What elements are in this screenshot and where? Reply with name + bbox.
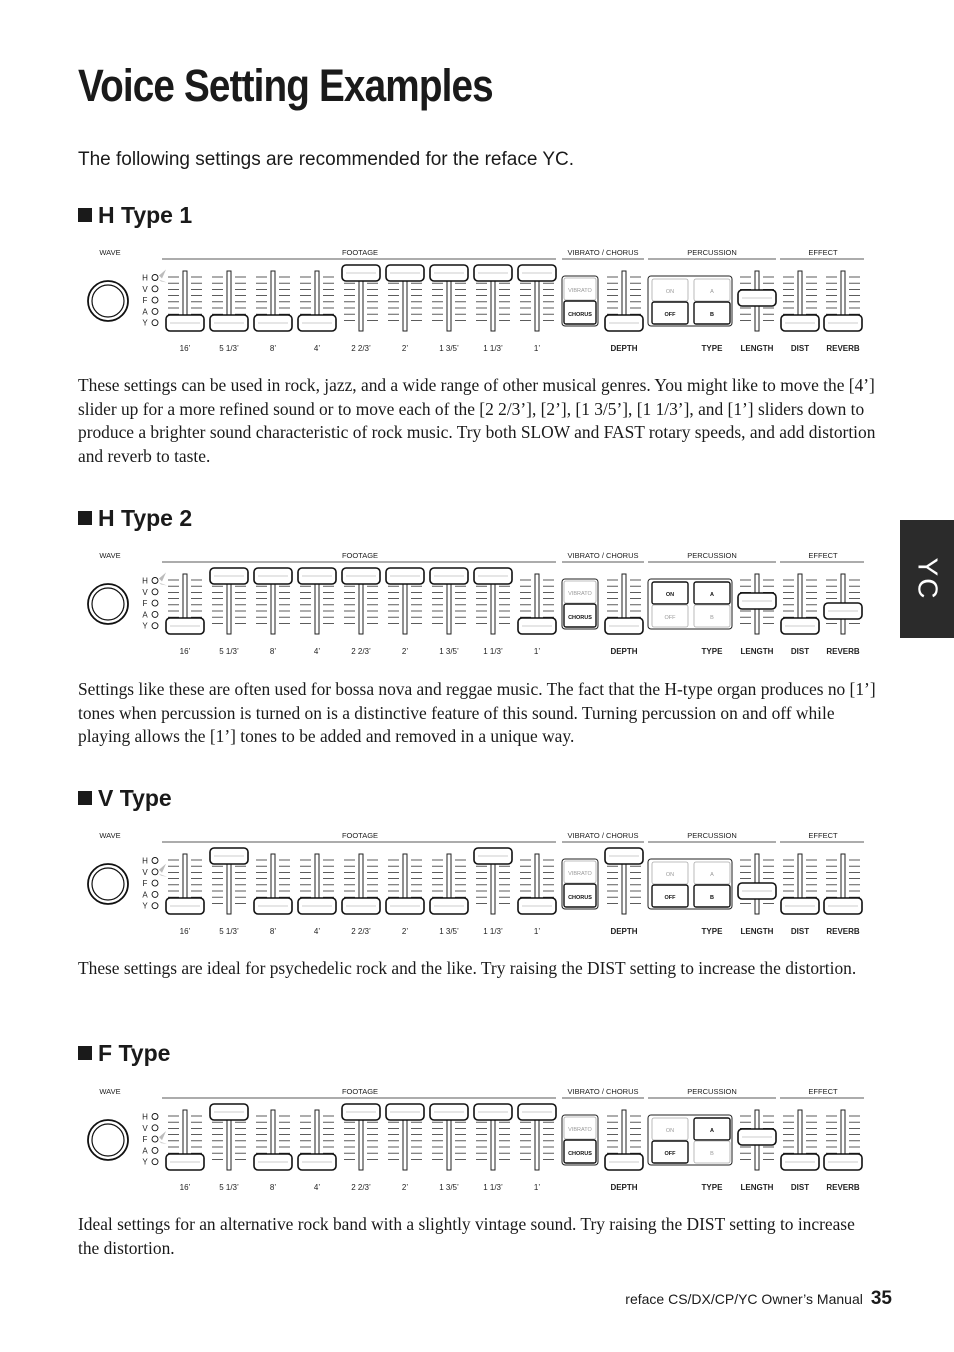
footage-label: 5 1/3’ [219, 647, 239, 656]
wave-led [152, 1136, 158, 1142]
footage-slider [430, 568, 468, 634]
off-label: OFF [664, 895, 676, 901]
type-label: TYPE [701, 344, 723, 353]
wave-knob [88, 864, 128, 904]
footage-slider [166, 1110, 204, 1170]
footage-label: 1 1/3’ [483, 344, 503, 353]
page-title: Voice Setting Examples [78, 60, 493, 111]
footage-slider [386, 854, 424, 914]
footage-slider [430, 265, 468, 331]
panel-diagram [78, 244, 878, 364]
on-label: ON [665, 1128, 675, 1134]
label-vibrato-chorus: VIBRATO / CHORUS [567, 248, 639, 257]
footage-slider [210, 568, 248, 634]
chorus-label: CHORUS [568, 895, 592, 901]
label-wave: WAVE [99, 1087, 121, 1096]
led-glow-icon [159, 1131, 166, 1140]
wave-knob [88, 1120, 128, 1160]
wave-type-label: V [142, 1123, 148, 1133]
section-description: These settings are ideal for psychedelic rock and the like. Try raising the DIST setting to increase the distortion. [78, 958, 857, 978]
wave-led [152, 286, 158, 292]
depth-slider [605, 848, 643, 914]
on-label: ON [665, 289, 675, 295]
label-effect: EFFECT [808, 831, 838, 840]
on-label: ON [665, 872, 675, 878]
footage-slider [166, 271, 204, 331]
a-label: A [710, 1128, 714, 1134]
control-panel-h-type-2 [78, 547, 878, 667]
footage-label: 5 1/3’ [219, 927, 239, 936]
wave-led [152, 1114, 158, 1120]
section-description: These settings can be used in rock, jazz, and a wide range of other musical genres. You might like to move the [4’] slider up for a more refined sound or to move each of the [2 2/3’], [2’], [1 3/5’], [1 1/3’], and [1’] sliders down to produce a brighter sound characteristic of rock music. Try both SLOW and FAST rotary speeds, and add distortion and reverb to taste. [78, 375, 876, 466]
chapter-tab [900, 520, 954, 638]
type-label: TYPE [701, 647, 723, 656]
footage-slider [518, 265, 556, 331]
led-glow-icon [159, 864, 166, 873]
depth-label: DEPTH [610, 1183, 638, 1192]
length-label: LENGTH [740, 1183, 774, 1192]
wave-led [152, 308, 158, 314]
length-label: LENGTH [740, 344, 774, 353]
control-panel-v-type [78, 827, 878, 947]
reverb-label: REVERB [826, 344, 860, 353]
vibrato-label: VIBRATO [568, 1127, 592, 1133]
footage-label: 2’ [401, 344, 409, 353]
wave-knob-group [88, 573, 167, 631]
footage-label: 1’ [533, 647, 541, 656]
depth-slider [605, 1110, 643, 1170]
footage-slider [254, 568, 292, 634]
panel-diagram [78, 827, 878, 947]
footage-label: 2’ [401, 647, 409, 656]
footage-slider [254, 854, 292, 914]
wave-type-label: A [142, 890, 148, 900]
chorus-label: CHORUS [568, 615, 592, 621]
wave-knob [88, 584, 128, 624]
label-footage: FOOTAGE [341, 1087, 379, 1096]
footage-label: 4’ [313, 647, 321, 656]
length-label: LENGTH [740, 927, 774, 936]
footage-label: 2 2/3’ [351, 1183, 371, 1192]
control-panel-h-type-1 [78, 244, 878, 364]
wave-led [152, 297, 158, 303]
heading-text: H Type 1 [98, 202, 193, 228]
reverb-label: REVERB [826, 927, 860, 936]
footage-slider [166, 854, 204, 914]
dist-label: DIST [790, 1183, 810, 1192]
percussion-switches [648, 579, 732, 629]
footage-slider [518, 854, 556, 914]
wave-knob-group [88, 1113, 167, 1167]
footage-slider [342, 1104, 380, 1170]
bullet-square-icon [78, 208, 92, 222]
footage-label: 1 3/5’ [439, 927, 459, 936]
footage-label: 8’ [269, 647, 277, 656]
chapter-tab-label: YC [912, 557, 943, 601]
led-glow-icon [159, 874, 167, 877]
footage-label: 16’ [179, 1183, 191, 1192]
length-label: LENGTH [740, 647, 774, 656]
label-effect: EFFECT [808, 551, 838, 560]
footage-slider [386, 1104, 424, 1170]
vibrato-chorus-switch [562, 276, 598, 326]
b-label: B [710, 895, 714, 901]
footage-slider [386, 265, 424, 331]
percussion-switches [648, 276, 732, 326]
led-glow-icon [159, 1141, 167, 1144]
label-percussion: PERCUSSION [687, 248, 737, 257]
label-wave: WAVE [99, 831, 121, 840]
footage-slider [210, 271, 248, 331]
footer-manual-title: reface CS/DX/CP/YC Owner’s Manual [625, 1291, 863, 1307]
label-footage: FOOTAGE [341, 248, 379, 257]
wave-type-label: A [142, 610, 148, 620]
dist-slider [781, 1110, 819, 1170]
label-wave: WAVE [99, 248, 121, 257]
length-slider [738, 854, 776, 914]
section-description: Settings like these are often used for bossa nova and reggae music. The fact that the H-type organ produces no [1’] tones when percussion is turned on is a distinctive feature of this sound. Turning percussion on and off while playing allows the [1’] tones to be added and removed in a unique way. [78, 679, 876, 746]
wave-knob [88, 281, 128, 321]
footage-label: 8’ [269, 344, 277, 353]
footage-slider [474, 1104, 512, 1170]
label-footage: FOOTAGE [341, 831, 379, 840]
wave-led [152, 600, 158, 606]
vibrato-chorus-switch [562, 579, 598, 629]
off-label: OFF [664, 615, 676, 621]
section-heading-v-type [78, 785, 172, 812]
label-effect: EFFECT [808, 248, 838, 257]
footage-label: 1 1/3’ [483, 647, 503, 656]
label-percussion: PERCUSSION [687, 1087, 737, 1096]
footage-slider [386, 568, 424, 634]
reverb-slider [824, 271, 862, 331]
wave-led [152, 1125, 158, 1131]
dist-slider [781, 854, 819, 914]
footage-label: 1 1/3’ [483, 1183, 503, 1192]
footage-label: 2’ [401, 1183, 409, 1192]
footage-slider [430, 1104, 468, 1170]
wave-knob-group [88, 270, 167, 328]
wave-led [152, 320, 158, 326]
wave-led [152, 1159, 158, 1165]
wave-type-label: Y [142, 621, 148, 631]
wave-led [152, 858, 158, 864]
type-label: TYPE [701, 1183, 723, 1192]
off-label: OFF [664, 312, 676, 318]
depth-slider [605, 574, 643, 634]
reverb-slider [824, 854, 862, 914]
wave-type-label: F [142, 1135, 148, 1145]
footage-slider [298, 1110, 336, 1170]
footage-slider [254, 271, 292, 331]
length-slider [738, 574, 776, 634]
wave-led [152, 589, 158, 595]
wave-type-label: Y [142, 318, 148, 328]
wave-type-label: H [142, 856, 148, 866]
wave-type-label: H [142, 576, 148, 586]
vibrato-chorus-switch [562, 859, 598, 909]
wave-type-label: V [142, 284, 148, 294]
wave-knob-group [88, 857, 167, 911]
a-label: A [710, 289, 714, 295]
footage-label: 1 3/5’ [439, 344, 459, 353]
label-percussion: PERCUSSION [687, 831, 737, 840]
dist-slider [781, 574, 819, 634]
footage-slider [210, 848, 248, 914]
on-label: ON [665, 592, 675, 598]
dist-label: DIST [790, 927, 810, 936]
chorus-label: CHORUS [568, 1151, 592, 1157]
length-slider [738, 271, 776, 331]
depth-label: DEPTH [610, 927, 638, 936]
label-wave: WAVE [99, 551, 121, 560]
footage-label: 16’ [179, 344, 191, 353]
footage-slider [298, 271, 336, 331]
wave-type-label: A [142, 307, 148, 317]
reverb-label: REVERB [826, 1183, 860, 1192]
footage-slider [518, 1104, 556, 1170]
dist-slider [781, 271, 819, 331]
footage-label: 2 2/3’ [351, 344, 371, 353]
a-label: A [710, 592, 714, 598]
footage-slider [298, 568, 336, 634]
heading-text: H Type 2 [98, 505, 193, 531]
wave-led [152, 869, 158, 875]
panel-diagram [78, 547, 878, 667]
led-glow-icon [159, 280, 167, 283]
type-label: TYPE [701, 927, 723, 936]
wave-type-label: A [142, 1146, 148, 1156]
percussion-switches [648, 1115, 732, 1165]
heading-text: V Type [98, 785, 172, 811]
reverb-slider [824, 1110, 862, 1170]
vibrato-label: VIBRATO [568, 871, 592, 877]
led-glow-icon [159, 573, 166, 582]
footage-label: 16’ [179, 647, 191, 656]
control-panel-f-type [78, 1083, 878, 1203]
footage-label: 1 3/5’ [439, 1183, 459, 1192]
footage-label: 1’ [533, 344, 541, 353]
footage-slider [518, 574, 556, 634]
led-glow-icon [159, 270, 166, 279]
label-footage: FOOTAGE [341, 551, 379, 560]
wave-led [152, 275, 158, 281]
bullet-square-icon [78, 791, 92, 805]
footage-label: 8’ [269, 927, 277, 936]
bullet-square-icon [78, 511, 92, 525]
footage-slider [342, 265, 380, 331]
bullet-square-icon [78, 1046, 92, 1060]
footage-label: 5 1/3’ [219, 1183, 239, 1192]
footage-slider [166, 574, 204, 634]
wave-led [152, 903, 158, 909]
wave-led [152, 578, 158, 584]
wave-led [152, 623, 158, 629]
wave-type-label: V [142, 587, 148, 597]
label-effect: EFFECT [808, 1087, 838, 1096]
vibrato-label: VIBRATO [568, 591, 592, 597]
wave-type-label: F [142, 599, 148, 609]
reverb-label: REVERB [826, 647, 860, 656]
footage-slider [342, 854, 380, 914]
wave-type-label: F [142, 879, 148, 889]
footage-slider [474, 568, 512, 634]
section-heading-h-type-2 [78, 505, 192, 532]
footage-label: 4’ [313, 1183, 321, 1192]
depth-label: DEPTH [610, 344, 638, 353]
label-vibrato-chorus: VIBRATO / CHORUS [567, 1087, 639, 1096]
footage-slider [210, 1104, 248, 1170]
chorus-label: CHORUS [568, 312, 592, 318]
depth-slider [605, 271, 643, 331]
b-label: B [710, 615, 714, 621]
footage-slider [298, 854, 336, 914]
label-vibrato-chorus: VIBRATO / CHORUS [567, 831, 639, 840]
section-description: Ideal settings for an alternative rock band with a slightly vintage sound. Try raising the DIST setting to increase the distortion. [78, 1214, 855, 1258]
footage-slider [254, 1110, 292, 1170]
footage-label: 4’ [313, 927, 321, 936]
footage-label: 5 1/3’ [219, 344, 239, 353]
label-vibrato-chorus: VIBRATO / CHORUS [567, 551, 639, 560]
footage-label: 1 3/5’ [439, 647, 459, 656]
footage-slider [474, 848, 512, 914]
section-heading-f-type [78, 1040, 170, 1067]
wave-type-label: F [142, 296, 148, 306]
off-label: OFF [664, 1151, 676, 1157]
b-label: B [710, 1151, 714, 1157]
wave-led [152, 891, 158, 897]
page-subtitle: The following settings are recommended for the reface YC. [78, 149, 575, 170]
length-slider [738, 1110, 776, 1170]
footage-slider [430, 854, 468, 914]
footage-label: 2 2/3’ [351, 647, 371, 656]
footage-label: 16’ [179, 927, 191, 936]
wave-type-label: H [142, 273, 148, 283]
footage-slider [474, 265, 512, 331]
footage-label: 2’ [401, 927, 409, 936]
section-heading-h-type-1 [78, 202, 192, 229]
wave-led [152, 611, 158, 617]
dist-label: DIST [790, 344, 810, 353]
vibrato-chorus-switch [562, 1115, 598, 1165]
wave-led [152, 880, 158, 886]
footage-slider [342, 568, 380, 634]
label-percussion: PERCUSSION [687, 551, 737, 560]
footage-label: 1 1/3’ [483, 927, 503, 936]
footage-label: 2 2/3’ [351, 927, 371, 936]
footage-label: 1’ [533, 927, 541, 936]
wave-type-label: H [142, 1112, 148, 1122]
b-label: B [710, 312, 714, 318]
reverb-slider [824, 574, 862, 634]
page-number: 35 [870, 1288, 892, 1309]
depth-label: DEPTH [610, 647, 638, 656]
footage-label: 1’ [533, 1183, 541, 1192]
vibrato-label: VIBRATO [568, 288, 592, 294]
percussion-switches [648, 859, 732, 909]
wave-type-label: Y [142, 1157, 148, 1167]
page-footer [625, 1288, 892, 1310]
a-label: A [710, 872, 714, 878]
panel-diagram [78, 1083, 878, 1203]
dist-label: DIST [790, 647, 810, 656]
led-glow-icon [159, 583, 167, 586]
wave-type-label: V [142, 867, 148, 877]
wave-led [152, 1147, 158, 1153]
footage-label: 4’ [313, 344, 321, 353]
wave-type-label: Y [142, 901, 148, 911]
footage-label: 8’ [269, 1183, 277, 1192]
heading-text: F Type [98, 1040, 171, 1066]
